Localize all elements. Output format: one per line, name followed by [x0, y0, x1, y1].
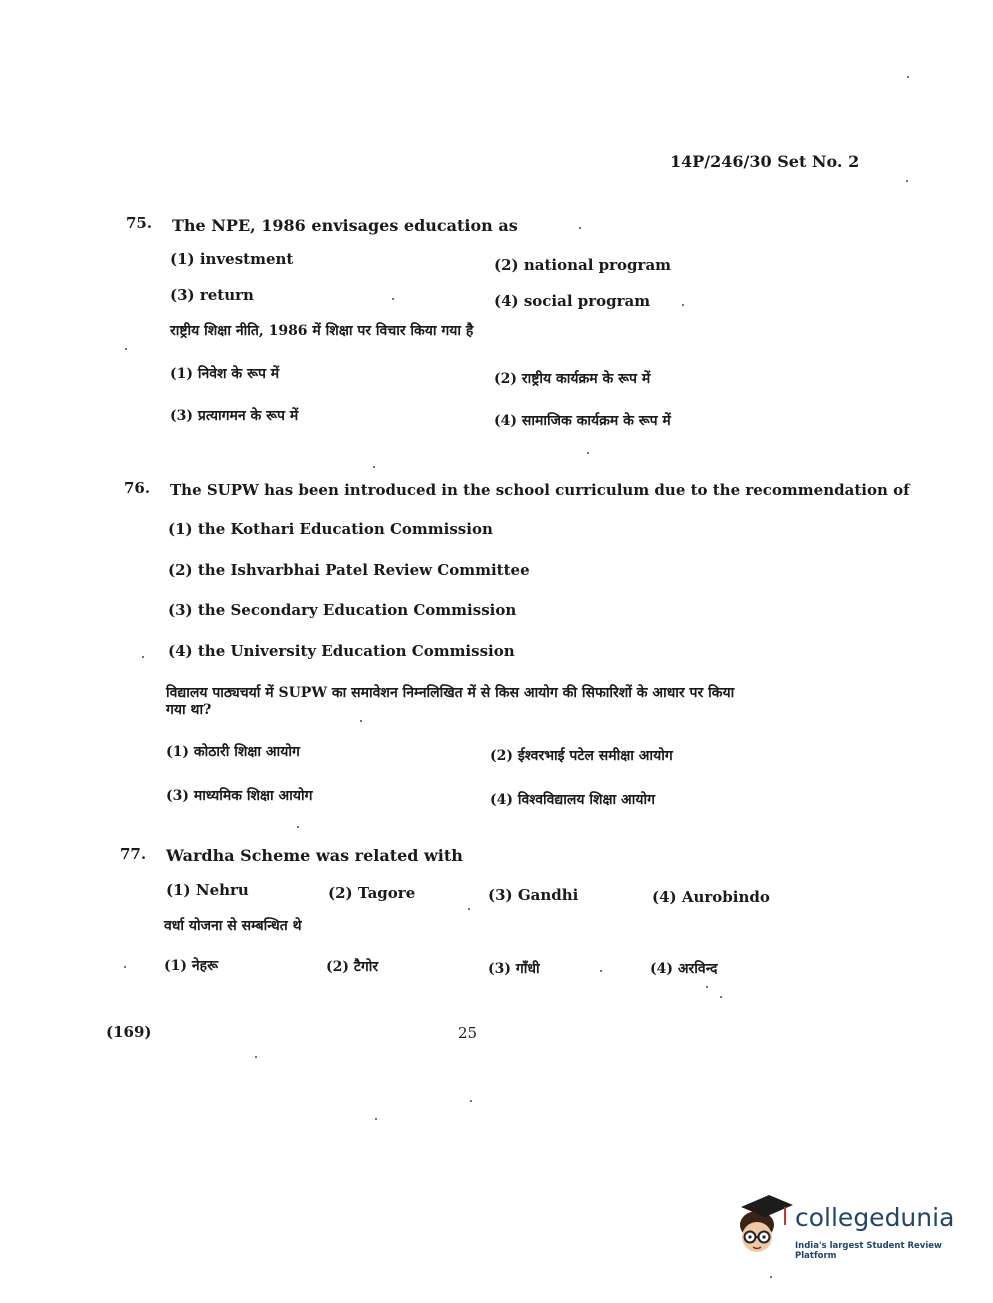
option-1: (1) the Kothari Education Commission [168, 520, 493, 538]
scan-speck [720, 996, 722, 998]
scan-speck [600, 970, 602, 972]
option-4: (4) the University Education Commission [168, 642, 515, 660]
question-text: Wardha Scheme was related with [166, 846, 463, 865]
scan-speck [375, 1118, 377, 1120]
logo-wordmark: collegedunia [795, 1203, 955, 1232]
scan-speck [906, 180, 908, 182]
set-code: 14P/246/30 Set No. 2 [670, 152, 860, 171]
collegedunia-logo [735, 1193, 965, 1263]
option-1: (1) Nehru [166, 881, 249, 899]
option-1: (1) investment [170, 250, 294, 268]
scan-speck [706, 986, 708, 988]
scan-speck [682, 304, 684, 306]
hindi-option-2: (2) ईश्वरभाई पटेल समीक्षा आयोग [490, 748, 673, 764]
question-number: 77. [120, 845, 147, 863]
hindi-option-2: (2) राष्ट्रीय कार्यक्रम के रूप में [494, 371, 651, 387]
question-text: The SUPW has been introduced in the school curriculum due to the recommendation of [170, 481, 910, 499]
question-number: 75. [126, 214, 153, 232]
scan-speck [373, 466, 375, 468]
scan-speck [907, 76, 909, 78]
hindi-option-4: (4) सामाजिक कार्यक्रम के रूप में [494, 413, 671, 429]
hindi-option-3: (3) माध्यमिक शिक्षा आयोग [166, 788, 313, 804]
option-3: (3) the Secondary Education Commission [168, 601, 517, 619]
scan-speck [360, 720, 362, 722]
scan-speck [579, 227, 581, 229]
logo-tagline: India's largest Student Review Platform [795, 1241, 942, 1261]
hindi-option-1: (1) नेहरू [164, 958, 218, 974]
booklet-code: (169) [106, 1023, 152, 1041]
scan-speck [770, 1276, 772, 1278]
option-2: (2) the Ishvarbhai Patel Review Committee [168, 561, 530, 579]
scan-speck [470, 1100, 472, 1102]
hindi-question-text: राष्ट्रीय शिक्षा नीति, 1986 में शिक्षा पर विचार किया गया है [170, 323, 474, 339]
scan-speck [587, 452, 589, 454]
hindi-option-3: (3) गाँधी [488, 961, 540, 977]
option-3: (3) Gandhi [488, 886, 579, 904]
hindi-option-1: (1) निवेश के रूप में [170, 366, 280, 382]
option-4: (4) social program [494, 292, 651, 310]
scan-speck [297, 826, 299, 828]
mascot-graduation-cap-icon [735, 1193, 795, 1259]
hindi-option-4: (4) अरविन्द [650, 961, 718, 977]
hindi-option-3: (3) प्रत्यागमन के रूप में [170, 408, 299, 424]
scan-speck [124, 966, 126, 968]
scan-speck [142, 656, 144, 658]
hindi-option-1: (1) कोठारी शिक्षा आयोग [166, 744, 300, 760]
scan-speck [255, 1056, 257, 1058]
page-number: 25 [458, 1024, 478, 1042]
hindi-question-text: वर्धा योजना से सम्बन्धित थे [164, 918, 302, 934]
scan-speck [125, 348, 127, 350]
question-number: 76. [124, 479, 151, 497]
option-4: (4) Aurobindo [652, 888, 770, 906]
option-2: (2) national program [494, 256, 672, 274]
scan-speck [468, 908, 470, 910]
hindi-option-4: (4) विश्वविद्यालय शिक्षा आयोग [490, 792, 655, 808]
question-text: The NPE, 1986 envisages education as [172, 216, 518, 235]
option-3: (3) return [170, 286, 254, 304]
scan-speck [392, 298, 394, 300]
hindi-question-text-line2: गया था? [166, 702, 212, 718]
hindi-option-2: (2) टैगोर [326, 959, 379, 975]
option-2: (2) Tagore [328, 884, 416, 902]
hindi-question-text-line1: विद्यालय पाठ्यचर्या में SUPW का समावेशन निम्नलिखित में से किस आयोग की सिफारिशों के आधार पर किया [166, 685, 735, 701]
